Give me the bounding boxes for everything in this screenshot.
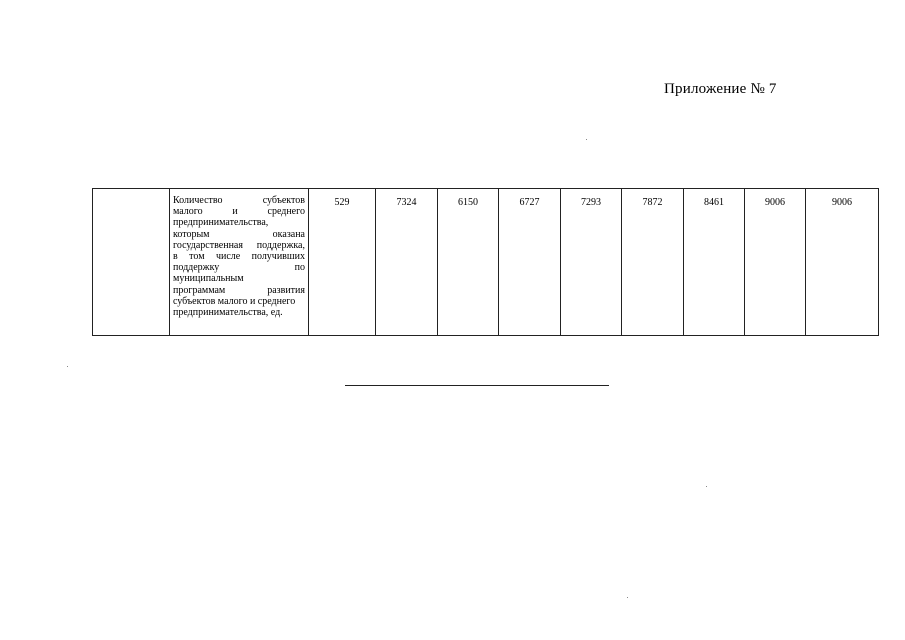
- description-line: субъектов малого и среднего: [173, 295, 296, 307]
- description-line: которым оказана: [173, 228, 305, 240]
- value-cell: 9006: [806, 189, 879, 336]
- description-line: муниципальным: [173, 273, 244, 285]
- value-cell: 8461: [684, 189, 745, 336]
- description-line: малого и среднего: [173, 206, 305, 218]
- scan-speck: [706, 486, 707, 487]
- value-cell: 9006: [745, 189, 806, 336]
- indicator-description-cell: [170, 189, 309, 336]
- description-line: предпринимательства, ед.: [173, 307, 283, 319]
- description-line: в том числе получивших: [173, 251, 305, 263]
- value-cell: 7872: [622, 189, 684, 336]
- description-line: государственная поддержка,: [173, 239, 305, 251]
- scan-speck: [586, 139, 587, 140]
- description-line: поддержку по: [173, 262, 305, 274]
- scan-speck: [627, 597, 628, 598]
- value-cell: 529: [309, 189, 376, 336]
- table-row: [93, 189, 879, 336]
- indicator-table: [92, 188, 879, 336]
- description-line: Количество субъектов: [173, 195, 305, 206]
- value-cell: 6727: [499, 189, 561, 336]
- appendix-title: Приложение № 7: [664, 81, 777, 97]
- end-of-document-line: [345, 385, 609, 386]
- row-index-cell: [93, 189, 170, 336]
- value-cell: 7293: [561, 189, 622, 336]
- value-cell: 6150: [438, 189, 499, 336]
- scan-speck: [67, 366, 68, 367]
- value-cell: 7324: [376, 189, 438, 336]
- description-line: программам развития: [173, 284, 305, 296]
- description-line: предпринимательства,: [173, 217, 269, 229]
